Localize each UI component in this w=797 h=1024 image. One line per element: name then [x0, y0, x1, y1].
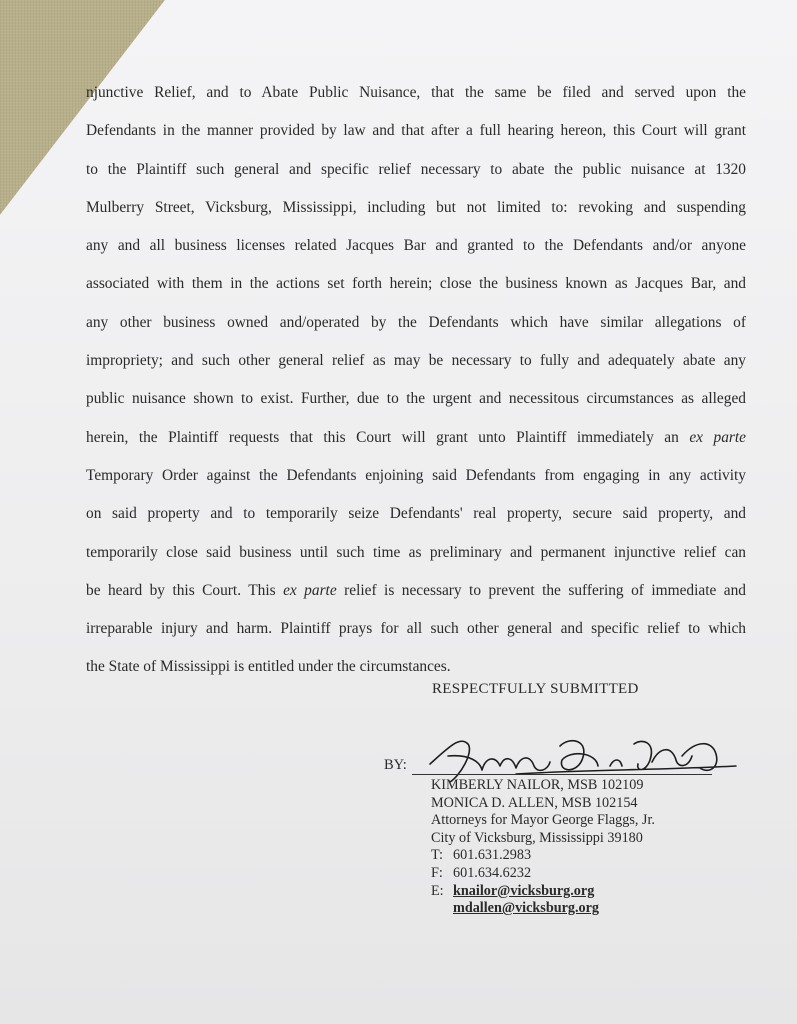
signature-line: [412, 774, 712, 775]
text-segment: on said property and to temporarily seize Defendants' real property, secure said property, and: [86, 505, 746, 523]
text-segment: herein, the Plaintiff requests that this Court will grant unto Plaintiff immediately an: [86, 428, 690, 446]
by-label: BY:: [384, 757, 407, 773]
body-line: [86, 304, 746, 342]
attorney-role: Attorneys for Mayor George Flaggs, Jr.: [431, 812, 655, 829]
body-line: [86, 495, 746, 533]
signature-block: [431, 777, 655, 918]
text-segment: impropriety; and such other general relief as may be necessary to fully and adequately abate any: [86, 352, 746, 370]
body-line: [86, 189, 746, 227]
body-line: [86, 572, 746, 610]
phone-label: T:: [431, 847, 443, 864]
text-segment: be heard by this Court. This: [86, 581, 284, 599]
body-line: [86, 380, 746, 418]
closing-text: RESPECTFULLY SUBMITTED: [432, 681, 639, 697]
body-line: [86, 610, 746, 648]
text-segment: irreparable injury and harm. Plaintiff prays for all such other general and specific relief to which: [86, 620, 746, 638]
fax-label: F:: [431, 864, 443, 881]
attorney-name-2: MONICA D. ALLEN, MSB 102154: [431, 794, 638, 811]
phone-number: 601.631.2983: [453, 847, 532, 864]
body-line: [86, 112, 746, 150]
text-segment: njunctive Relief, and to Abate Public Nuisance, that the same be filed and served upon the: [86, 84, 746, 101]
text-segment: any other business owned and/operated by the Defendants which have similar allegations of: [86, 313, 746, 331]
text-segment: public nuisance shown to exist. Further, due to the urgent and necessitous circumstances as alleged: [86, 390, 746, 408]
text-segment: Temporary Order against the Defendants enjoining said Defendants from engaging in any activity: [86, 466, 746, 484]
email-row-2: [431, 900, 655, 918]
body-line: [86, 648, 746, 686]
email-link-2[interactable]: mdallen@vicksburg.org: [453, 900, 600, 917]
email-link-1[interactable]: knailor@vicksburg.org: [453, 882, 595, 899]
text-segment: the State of Mississippi is entitled under the circumstances.: [86, 658, 451, 676]
email-label: E:: [431, 882, 444, 899]
body-paragraph: [86, 74, 746, 687]
italic-term: ex parte: [283, 581, 337, 599]
city-address: City of Vicksburg, Mississippi 39180: [431, 829, 643, 846]
body-line: [86, 265, 746, 303]
text-segment: any and all business licenses related Jacques Bar and granted to the Defendants and/or anyone: [86, 237, 746, 255]
body-line: [86, 457, 746, 495]
fax-number: 601.634.6232: [453, 864, 532, 881]
body-line: [86, 419, 746, 457]
text-segment: relief is necessary to prevent the suffering of immediate and: [336, 581, 746, 599]
text-segment: temporarily close said business until such time as preliminary and permanent injunctive relief can: [86, 543, 746, 561]
text-segment: Defendants in the manner provided by law and that after a full hearing hereon, this Court will grant: [86, 122, 746, 140]
attorney-name-1: KIMBERLY NAILOR, MSB 102109: [431, 777, 644, 793]
text-segment: to the Plaintiff such general and specific relief necessary to abate the public nuisance at 1320: [86, 160, 746, 178]
fax-row: [431, 865, 655, 883]
body-line: [86, 151, 746, 189]
body-line: [86, 342, 746, 380]
italic-term: ex parte: [689, 428, 747, 446]
phone-row: [431, 847, 655, 865]
text-segment: Mulberry Street, Vicksburg, Mississippi, including but not limited to: revoking and suspending: [86, 198, 746, 216]
body-line: [86, 227, 746, 265]
text-segment: associated with them in the actions set forth herein; close the business known as Jacques Bar, and: [86, 275, 746, 293]
body-line: [86, 74, 746, 112]
body-line: [86, 534, 746, 572]
email-row: [431, 883, 655, 901]
